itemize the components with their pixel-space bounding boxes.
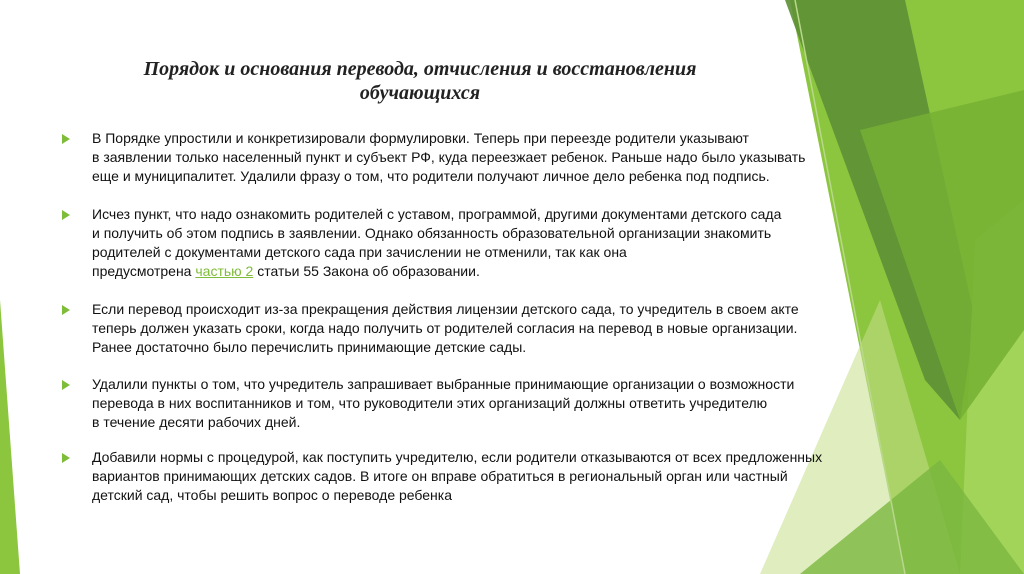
bullet-arrow-icon bbox=[62, 134, 70, 144]
bullet-item-3: Если перевод происходит из-за прекращения действия лицензии детского сада, то учредитель в своем акте теперь должен указать сроки, когда надо получить от родителей согласия на перевод в новые организации. Ранее достаточно было перечислить принимающие детские сады. bbox=[62, 300, 799, 357]
bullet-arrow-icon bbox=[62, 305, 70, 315]
bullet-arrow-icon bbox=[62, 453, 70, 463]
bullet-2-last-line: предусмотрена частью 2 статьи 55 Закона об образовании. bbox=[92, 263, 480, 279]
bullet-item-4: Удалили пункты о том, что учредитель запрашивает выбранные принимающие организации о возможности перевода в них воспитанников и том, что руководители этих организаций должны ответить учредителю в течение десяти рабочих дней. bbox=[62, 375, 794, 432]
title-line-2: обучающихся bbox=[359, 82, 481, 104]
bullet-item-5: Добавили нормы с процедурой, как поступить учредителю, если родители отказываются от всех предложенных вариантов принимающих детских садов. В итоге он вправе обратиться в региональный орган или частный детский сад, чтобы решить вопрос о переводе ребенка bbox=[62, 448, 822, 505]
left-green-stripe bbox=[0, 300, 20, 574]
title-line-1: Порядок и основания перевода, отчисления и восстановления bbox=[143, 58, 697, 80]
slide-title bbox=[60, 57, 780, 105]
bullet-arrow-icon bbox=[62, 210, 70, 220]
bullet-item-1: В Порядке упростили и конкретизировали формулировки. Теперь при переезде родители указывают в заявлении только населенный пункт и субъект РФ, куда переезжает ребенок. Раньше надо было указывать еще и муниципалитет. Удалили фразу о том, что родители получают личное дело ребенка под подпись. bbox=[62, 129, 805, 186]
bullet-item-2: Исчез пункт, что надо ознакомить родителей с уставом, программой, другими документами детского сада и получить об этом подпись в заявлении. Однако обязанность образовательной организации знакомить родителей с документами детского сада при зачислении не отменили, так как она предусмотрена частью 2 статьи 55 Закона об образовании. bbox=[62, 205, 781, 281]
bullet-arrow-icon bbox=[62, 380, 70, 390]
law-part-link[interactable]: частью 2 bbox=[195, 263, 254, 279]
